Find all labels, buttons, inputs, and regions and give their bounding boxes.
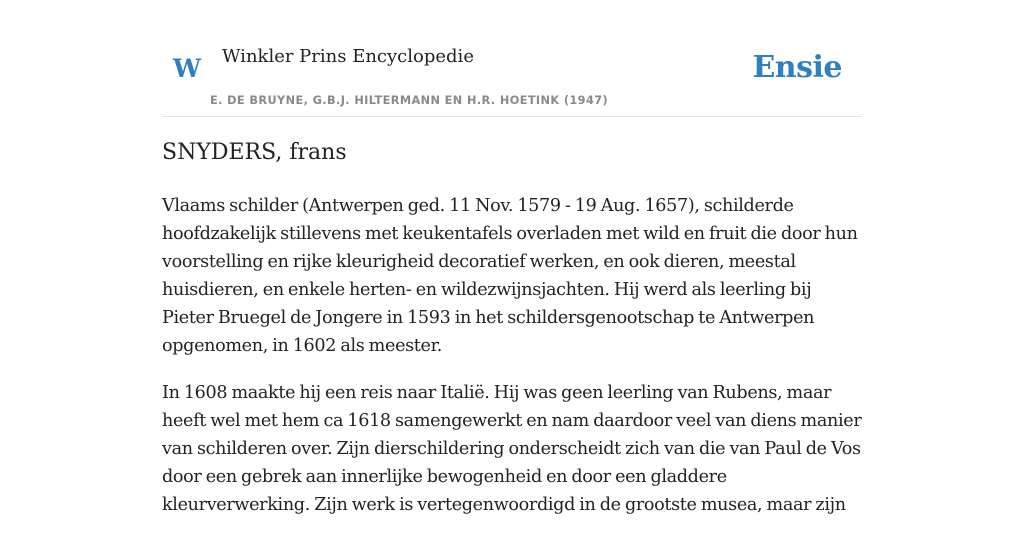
- site-header: [162, 0, 862, 117]
- ensie-logo[interactable]: Ensie: [752, 50, 842, 85]
- source-authors: E. DE BRUYNE, G.B.J. HILTERMANN EN H.R. HOETINK (1947): [210, 94, 609, 107]
- article-paragraph: In 1608 maakte hij een reis naar Italië. Hij was geen leerling van Rubens, maar heeft wel met hem ca 1618 samengewerkt en nam daardoor veel van diens manier van schilderen over. Zijn dierschildering onderscheidt zich van die van Paul de Vos door een gebrek aan innerlijke bewogenheid en door een gladdere kleurverwerking. Zijn werk is vertegenwoordigd in de grootste musea, maar zijn: [162, 383, 862, 515]
- article-title: SNYDERS, frans: [162, 140, 347, 165]
- source-title[interactable]: Winkler Prins Encyclopedie: [222, 46, 474, 67]
- article-paragraph: Vlaams schilder (Antwerpen ged. 11 Nov. 1579 - 19 Aug. 1657), schilderde hoofdzakelijk stillevens met keukentafels overladen met wild en fruit die door hun voorstelling en rijke kleurigheid decoratief werken, en ook dieren, meestal huisdieren, en enkele herten- en wildezwijnsjachten. Hij werd als leerling bij Pieter Bruegel de Jongere in 1593 in het schildersgenootschap te Antwerpen opgenomen, in 1602 als meester.: [162, 196, 858, 356]
- winkler-prins-logo[interactable]: W: [173, 54, 202, 83]
- article-body: [162, 192, 864, 538]
